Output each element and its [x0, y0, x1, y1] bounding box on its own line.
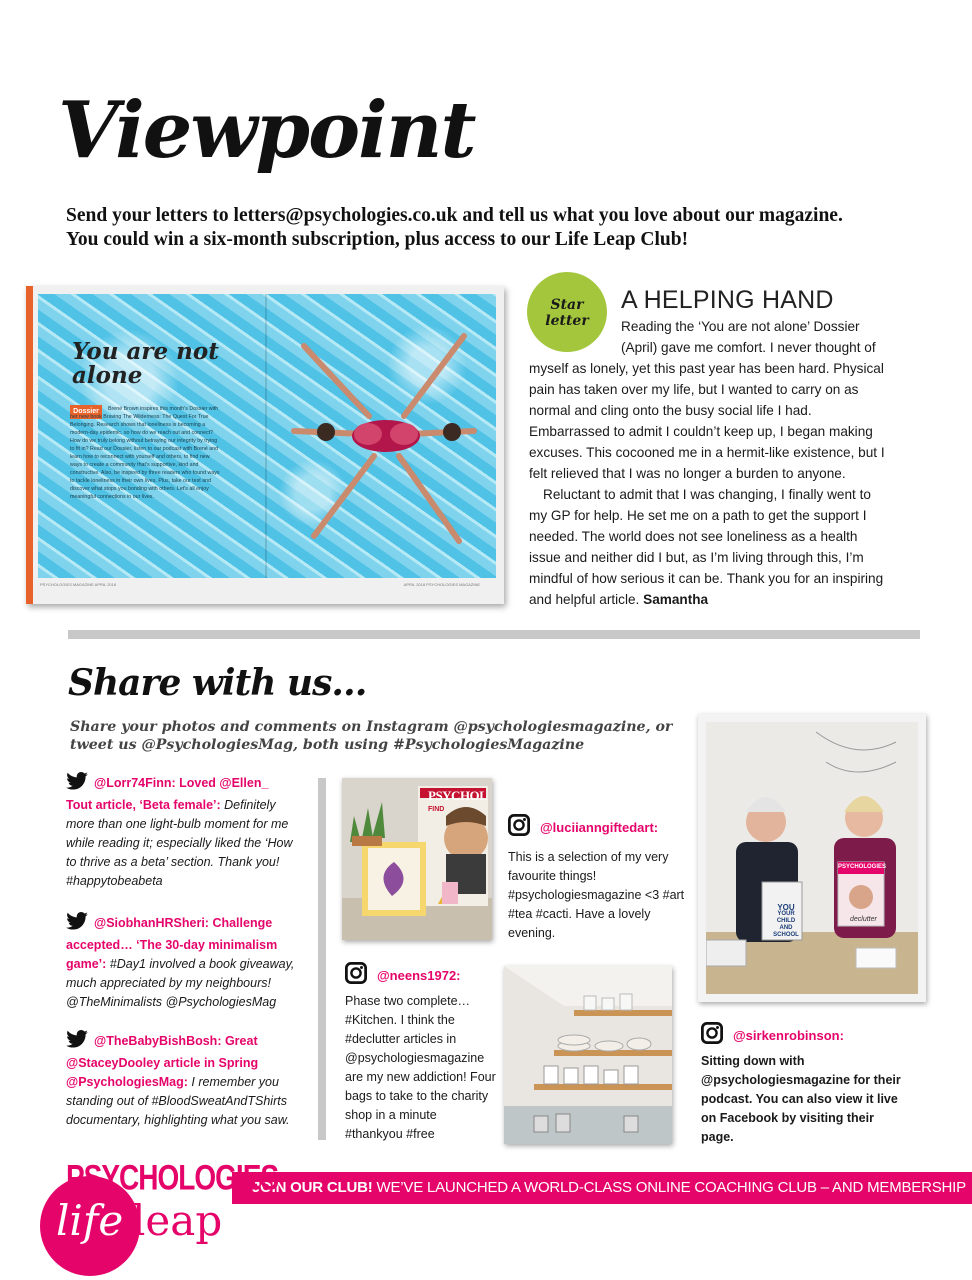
kitchen-illustration [504, 966, 672, 1144]
photo-ken-robinson [698, 714, 926, 1002]
tweet-3 [66, 1030, 298, 1130]
letter-paragraph-1-text: Reading the ‘You are not alone’ Dossier (April) gave me comfort. I never thought of myself as lonely, yet this past year has been hard. Physical pain has taken over my life, but I wanted to carry on as normal and cling onto the busy social life I had. Embarrassed to admit I couldn’t keep up, I began making excuses. This cocooned me in a hermit-like existence, but I felt relieved that I was no longer a burden to anyone. [529, 319, 885, 481]
logo-psychologies: PSYCHOLOGIES [66, 1158, 279, 1197]
tweet-2-handle: @SiobhanHRSheri: Challenge accepted… ‘The 30-day minimalism game’: [66, 916, 278, 971]
book-line-4: SCHOOL [773, 932, 799, 938]
letter-signature: Samantha [643, 592, 709, 607]
instagram-post-2-text: Phase two complete… #Kitchen. I think the #declutter articles in @psychologiesmagazine are my new addiction! Four bags to take to the charity shop in a minute #thankyou #free [345, 994, 496, 1141]
logo-life: life [56, 1196, 124, 1245]
held-magazine-title: PSYCHOLOGIES [838, 864, 887, 870]
mag-cover-text: PSYCHOL [428, 788, 488, 803]
tweet-2-text: #Day1 involved a book giveaway, much appreciated by my neighbours! @TheMinimalists @PsychologiesMag [66, 957, 295, 1009]
club-bold-text: JOIN OUR CLUB! [252, 1179, 373, 1196]
twitter-bird-icon [66, 912, 88, 936]
intro-text: Send your letters to letters@psychologies.co.uk and tell us what you love about our magazine. You could win a six-month subscription, plus access to our Life Leap Club! [66, 205, 843, 250]
held-magazine-sub: declutter [850, 916, 877, 923]
join-club-banner[interactable] [232, 1172, 972, 1204]
club-text: WE’VE LAUNCHED A WORLD-CLASS ONLINE COACHING CLUB – AND MEMBERSHIP [372, 1179, 966, 1196]
tweet-1-text: Definitely more than one light-bulb moment for me while reading it; especially liked the ‘How to thrive as a beta’ section. Thank you! #happytobeabeta [66, 798, 293, 888]
mag-cover-find: FIND [428, 806, 445, 813]
instagram-icon [508, 814, 530, 842]
share-subtitle: Share your photos and comments on Instagram @psychologiesmagazine, or tweet us @PsychologiesMag, both using #PsychologiesMagazine [70, 719, 673, 753]
synchronised-swimmers-illustration [284, 316, 484, 556]
instagram-post-3-handle: @sirkenrobinson: [733, 1028, 844, 1043]
dossier-tag: Dossier [70, 405, 102, 419]
tweet-3-handle: @TheBabyBishBosh: Great @StaceyDooley article in Spring @PsychologiesMag: [66, 1034, 259, 1089]
star-badge-line2: letter [545, 313, 589, 329]
spread-footer-left: PSYCHOLOGIES MAGAZINE APRIL 2018 [40, 582, 117, 587]
tweet-1 [66, 772, 298, 891]
instagram-post-1-handle: @luciianngiftedart: [540, 820, 659, 835]
photo-art-and-magazine [342, 778, 492, 940]
spread-edge [26, 286, 33, 604]
instagram-icon [701, 1022, 723, 1050]
twitter-bird-icon [66, 1030, 88, 1054]
spread-headline: You are not alone [72, 338, 219, 389]
instagram-icon [345, 962, 367, 990]
section-divider [68, 630, 920, 639]
tweet-2 [66, 912, 298, 1012]
spread-footer-right: APRIL 2018 PSYCHOLOGIES MAGAZINE [403, 582, 480, 587]
star-letter-heading: A HELPING HAND [621, 286, 834, 314]
instagram-post-1 [508, 814, 688, 943]
star-badge-line1: Star [550, 297, 584, 313]
instagram-post-3 [701, 1022, 901, 1147]
star-letter-body [529, 316, 885, 610]
instagram-post-1-text: This is a selection of my very favourite things! #psychologiesmagazine <3 #art #tea #cacti. Have a lovely evening. [508, 850, 685, 940]
book-cover [768, 904, 804, 939]
photo-kitchen-shelves [504, 966, 672, 1144]
logo-leap: leap [132, 1196, 223, 1245]
column-rule [318, 778, 326, 1140]
tweet-3-text: I remember you standing out of #BloodSweatAndTShirts documentary, highlighting what you saw. [66, 1075, 290, 1127]
letter-paragraph-2 [529, 484, 885, 610]
share-title: Share with us… [68, 662, 367, 704]
book-line-1: YOU [777, 903, 795, 912]
spread-fold [265, 294, 267, 578]
page-title: Viewpoint [58, 85, 475, 176]
letter-paragraph-1 [529, 316, 885, 484]
twitter-bird-icon [66, 772, 88, 796]
instagram-post-2-handle: @neens1972: [377, 968, 461, 983]
spread-body-text: Brené Brown inspires this month's Dossier with her new book Braving The Wilderness: The Quest For True Belonging. Research shows that loneliness is becoming a modern-day epidemic, so how do we reach out and connect? How do we truly belong without betraying our integrity by trying to fit in? Read our Dossier, listen to our podcast with Brené and learn how to reconnect with yourself and others, to find new ways to create a community that's supportive, kind and constructive. Also, be inspired by three readers who found ways to tackle loneliness in their own lives. Plus, take our test and discover what stops you bonding with others. Let's all enjoy meaningful connections in our lives. [70, 406, 220, 500]
tweet-1-handle: @Lorr74Finn: Loved @Ellen_ Tout article, ‘Beta female’: [66, 776, 269, 812]
instagram-post-2 [345, 962, 497, 1144]
interview-illustration [706, 722, 918, 994]
magazine-spread-image [26, 286, 504, 604]
book-line-3: AND [779, 925, 793, 931]
letter-paragraph-2-text: Reluctant to admit that I was changing, I finally went to my GP for help. He set me on a path to get the support I needed. The world does not see loneliness as a health issue and neither did I but, as I’m living through this, I’m mindful of how serious it can be. Thank you for an inspiring and helpful article. [529, 487, 884, 607]
book-line-2: YOUR CHILD [776, 911, 796, 924]
instagram-post-3-text: Sitting down with @psychologiesmagazine for their podcast. You can also view it live on Facebook by visiting their page. [701, 1054, 901, 1144]
